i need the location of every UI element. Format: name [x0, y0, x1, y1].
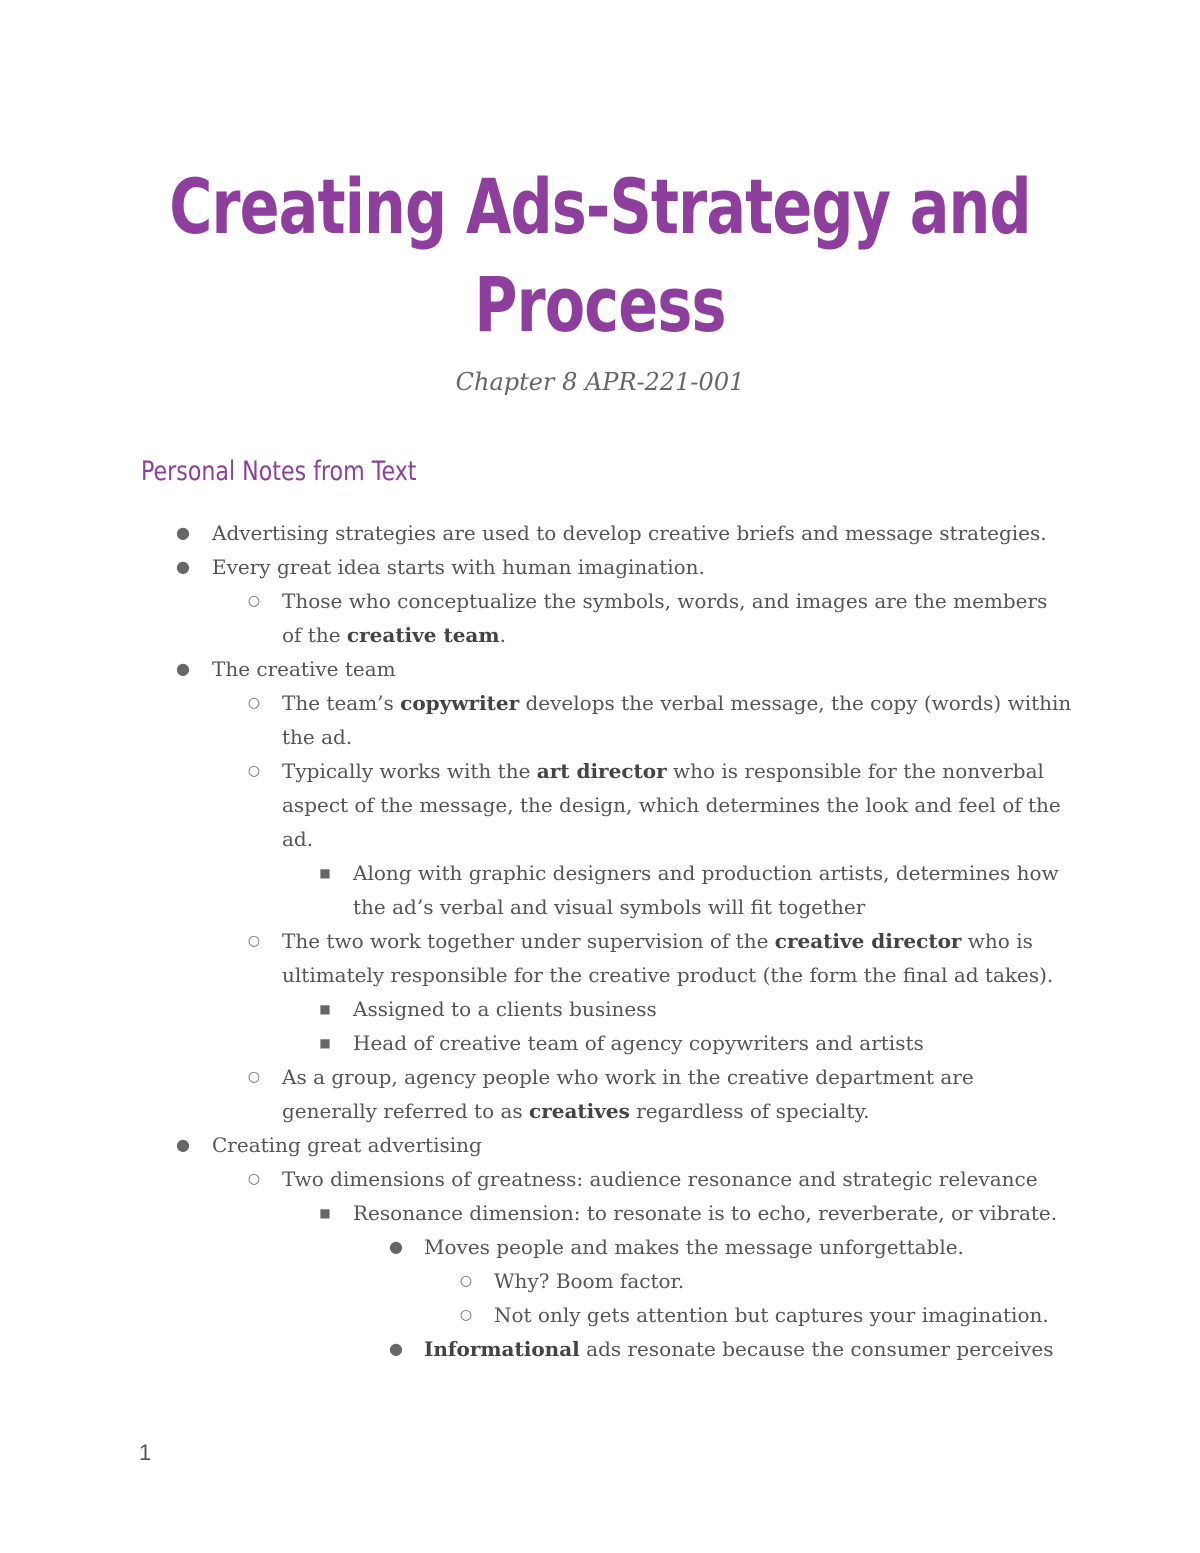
list-item	[0, 1026, 1200, 1060]
bold-term: creative director	[774, 929, 962, 953]
list-item-text: Not only gets attention but captures your imagination.	[494, 1303, 1049, 1327]
bold-term: Informational	[424, 1337, 580, 1361]
list-item-text: Two dimensions of greatness: audience resonance and strategic relevance	[282, 1167, 1038, 1191]
list-item-text: Typically works with the art director who is responsible for the nonverbal aspect of the message, the design, which determines the look and feel of the ad.	[282, 759, 1061, 851]
list-item-text: Assigned to a clients business	[353, 997, 657, 1021]
list-item	[0, 1162, 1200, 1196]
square-bullet-icon: ■	[319, 1002, 331, 1016]
list-item-text: Creating great advertising	[212, 1133, 482, 1157]
circle-bullet-icon: ○	[247, 763, 261, 779]
list-item	[0, 1196, 1200, 1230]
notes-list	[0, 516, 1200, 1366]
list-item-text: Head of creative team of agency copywriters and artists	[353, 1031, 924, 1055]
list-item	[0, 1298, 1200, 1332]
circle-bullet-icon: ○	[247, 593, 261, 609]
list-item	[0, 686, 1200, 754]
list-item-text: As a group, agency people who work in the creative department are generally referred to as creatives regardless of specialty.	[282, 1065, 974, 1123]
square-bullet-icon: ■	[319, 1206, 331, 1220]
disc-bullet-icon: ●	[176, 1135, 190, 1154]
list-item	[0, 1332, 1200, 1366]
circle-bullet-icon: ○	[459, 1307, 473, 1323]
bold-term: creatives	[529, 1099, 630, 1123]
list-item-text: The creative team	[212, 657, 396, 681]
disc-bullet-icon: ●	[176, 659, 190, 678]
list-item-text: Every great idea starts with human imagination.	[212, 555, 705, 579]
list-item	[0, 584, 1200, 652]
list-item	[0, 992, 1200, 1026]
page-number: 1	[139, 1440, 152, 1465]
circle-bullet-icon: ○	[247, 695, 261, 711]
document-subtitle: Chapter 8 APR-221-001	[455, 368, 745, 396]
circle-bullet-icon: ○	[247, 933, 261, 949]
list-item	[0, 1230, 1200, 1264]
document-title	[84, 158, 1116, 354]
list-item	[0, 652, 1200, 686]
list-item-text: The team’s copywriter develops the verbal message, the copy (words) within the ad.	[282, 691, 1072, 749]
list-item-text: Informational ads resonate because the consumer perceives	[424, 1337, 1054, 1361]
bold-term: art director	[536, 759, 667, 783]
list-item-text: Why? Boom factor.	[494, 1269, 685, 1293]
list-item-text: Along with graphic designers and production artists, determines how the ad’s verbal and visual symbols will fit together	[353, 861, 1059, 919]
square-bullet-icon: ■	[319, 866, 331, 880]
square-bullet-icon: ■	[319, 1036, 331, 1050]
title-line-2: Process	[474, 260, 726, 349]
list-item	[0, 516, 1200, 550]
bold-term: creative team	[346, 623, 500, 647]
circle-bullet-icon: ○	[459, 1273, 473, 1289]
circle-bullet-icon: ○	[247, 1171, 261, 1187]
section-heading: Personal Notes from Text	[141, 456, 417, 487]
list-item	[0, 1060, 1200, 1128]
list-item-text: The two work together under supervision of the creative director who is ultimately responsible for the creative product (the form the final ad takes).	[282, 929, 1054, 987]
list-item-text: Resonance dimension: to resonate is to echo, reverberate, or vibrate.	[353, 1201, 1058, 1225]
disc-bullet-icon: ●	[176, 523, 190, 542]
title-line-1: Creating Ads-Strategy and	[169, 162, 1031, 251]
list-item-text: Those who conceptualize the symbols, words, and images are the members of the creative team.	[282, 589, 1048, 647]
list-item	[0, 1264, 1200, 1298]
list-item	[0, 1128, 1200, 1162]
disc-bullet-icon: ●	[389, 1237, 403, 1256]
list-item-text: Moves people and makes the message unforgettable.	[424, 1235, 964, 1259]
disc-bullet-icon: ●	[389, 1339, 403, 1358]
circle-bullet-icon: ○	[247, 1069, 261, 1085]
list-item	[0, 550, 1200, 584]
disc-bullet-icon: ●	[176, 557, 190, 576]
list-item	[0, 856, 1200, 924]
list-item-text: Advertising strategies are used to develop creative briefs and message strategies.	[212, 521, 1047, 545]
bold-term: copywriter	[400, 691, 520, 715]
list-item	[0, 924, 1200, 992]
list-item	[0, 754, 1200, 856]
